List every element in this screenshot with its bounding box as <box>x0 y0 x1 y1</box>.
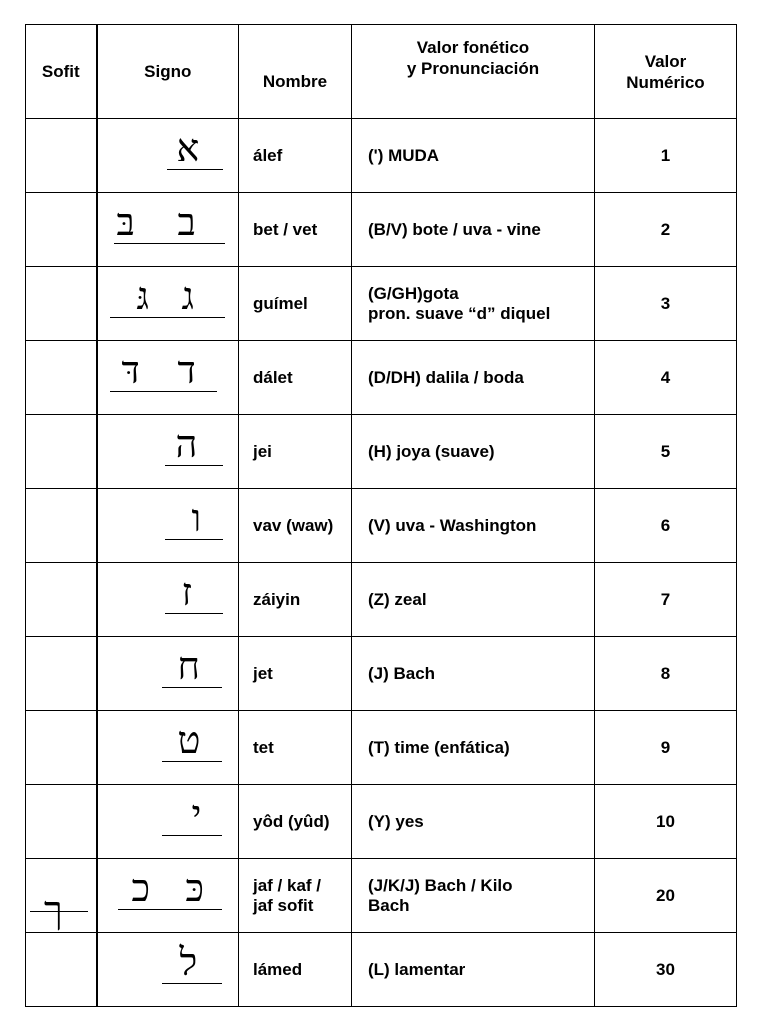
header-nombre: Nombre <box>239 25 352 119</box>
hebrew-letter: כּ <box>185 866 205 910</box>
table-row <box>26 415 737 489</box>
hebrew-letter: ה <box>175 422 198 466</box>
table-row <box>26 637 737 711</box>
hebrew-letter: ד <box>177 348 196 392</box>
signo-cell <box>97 785 239 859</box>
table-row <box>26 563 737 637</box>
letter-name: tet <box>239 711 352 785</box>
phonetic-value: (L) lamentar <box>352 933 595 1007</box>
hebrew-letter: ו <box>191 496 202 540</box>
letter-name: bet / vet <box>239 193 352 267</box>
numeric-value: 20 <box>595 859 737 933</box>
hebrew-letter-variant: בּ <box>116 200 135 244</box>
numeric-value: 7 <box>595 563 737 637</box>
table-row <box>26 785 737 859</box>
letter-name: lámed <box>239 933 352 1007</box>
numeric-value: 9 <box>595 711 737 785</box>
phonetic-value: (D/DH) dalila / boda <box>352 341 595 415</box>
signo-cell <box>97 637 239 711</box>
sofit-cell <box>26 267 97 341</box>
table-row <box>26 489 737 563</box>
signo-cell <box>97 267 239 341</box>
numeric-value: 8 <box>595 637 737 711</box>
letter-name: yôd (yûd) <box>239 785 352 859</box>
sofit-cell <box>26 193 97 267</box>
numeric-value: 6 <box>595 489 737 563</box>
header-signo: Signo <box>97 25 239 119</box>
numeric-value: 5 <box>595 415 737 489</box>
letter-name: záiyin <box>239 563 352 637</box>
sofit-cell <box>26 933 97 1007</box>
signo-cell <box>97 341 239 415</box>
letter-name: dálet <box>239 341 352 415</box>
sofit-cell <box>26 415 97 489</box>
sofit-letter: ך <box>44 888 63 932</box>
sofit-cell <box>26 341 97 415</box>
numeric-value: 4 <box>595 341 737 415</box>
phonetic-value: (G/GH)gota pron. suave “d” diquel <box>352 267 595 341</box>
hebrew-letter: ג <box>181 274 195 318</box>
table-row <box>26 119 737 193</box>
sofit-cell <box>26 637 97 711</box>
hebrew-letter: ב <box>177 200 196 244</box>
signo-cell <box>97 489 239 563</box>
signo-cell <box>97 415 239 489</box>
phonetic-value: (') MUDA <box>352 119 595 193</box>
hebrew-letter: א <box>176 126 200 170</box>
header-numerico: Valor Numérico <box>595 25 737 119</box>
sofit-cell <box>26 563 97 637</box>
numeric-value: 10 <box>595 785 737 859</box>
signo-cell <box>97 933 239 1007</box>
sofit-cell <box>26 489 97 563</box>
hebrew-letter: ז <box>181 570 193 614</box>
phonetic-value: (Z) zeal <box>352 563 595 637</box>
hebrew-letter: ט <box>177 718 201 762</box>
alphabet-table <box>25 24 737 1007</box>
table-row <box>26 267 737 341</box>
signo-cell <box>97 193 239 267</box>
numeric-value: 2 <box>595 193 737 267</box>
numeric-value: 1 <box>595 119 737 193</box>
numeric-value: 3 <box>595 267 737 341</box>
table-row <box>26 341 737 415</box>
table-row <box>26 933 737 1007</box>
letter-name: vav (waw) <box>239 489 352 563</box>
hebrew-letter: ל <box>179 940 198 984</box>
letter-name: guímel <box>239 267 352 341</box>
table-row <box>26 711 737 785</box>
hebrew-letter-variant: דּ <box>121 348 140 392</box>
phonetic-value: (Y) yes <box>352 785 595 859</box>
sofit-cell <box>26 859 97 933</box>
header-row <box>26 25 737 119</box>
numeric-value: 30 <box>595 933 737 1007</box>
letter-name: jet <box>239 637 352 711</box>
signo-cell <box>97 711 239 785</box>
letter-name: jaf / kaf / jaf sofit <box>239 859 352 933</box>
sofit-cell <box>26 711 97 785</box>
hebrew-letter: י <box>191 792 202 836</box>
table-row <box>26 859 737 933</box>
phonetic-value: (J) Bach <box>352 637 595 711</box>
phonetic-value: (J/K/J) Bach / Kilo Bach <box>352 859 595 933</box>
phonetic-value: (T) time (enfática) <box>352 711 595 785</box>
header-valor: Valor fonético y Pronunciación <box>352 25 595 119</box>
signo-cell <box>97 119 239 193</box>
hebrew-letter-variant: כ <box>131 866 151 910</box>
header-sofit: Sofit <box>26 25 97 119</box>
hebrew-letter: ח <box>177 644 200 688</box>
sofit-cell <box>26 119 97 193</box>
signo-cell <box>97 563 239 637</box>
signo-cell <box>97 859 239 933</box>
phonetic-value: (H) joya (suave) <box>352 415 595 489</box>
hebrew-letter-variant: גּ <box>136 274 150 318</box>
table-row <box>26 193 737 267</box>
sofit-cell <box>26 785 97 859</box>
letter-name: jei <box>239 415 352 489</box>
letter-name: álef <box>239 119 352 193</box>
phonetic-value: (B/V) bote / uva - vine <box>352 193 595 267</box>
phonetic-value: (V) uva - Washington <box>352 489 595 563</box>
